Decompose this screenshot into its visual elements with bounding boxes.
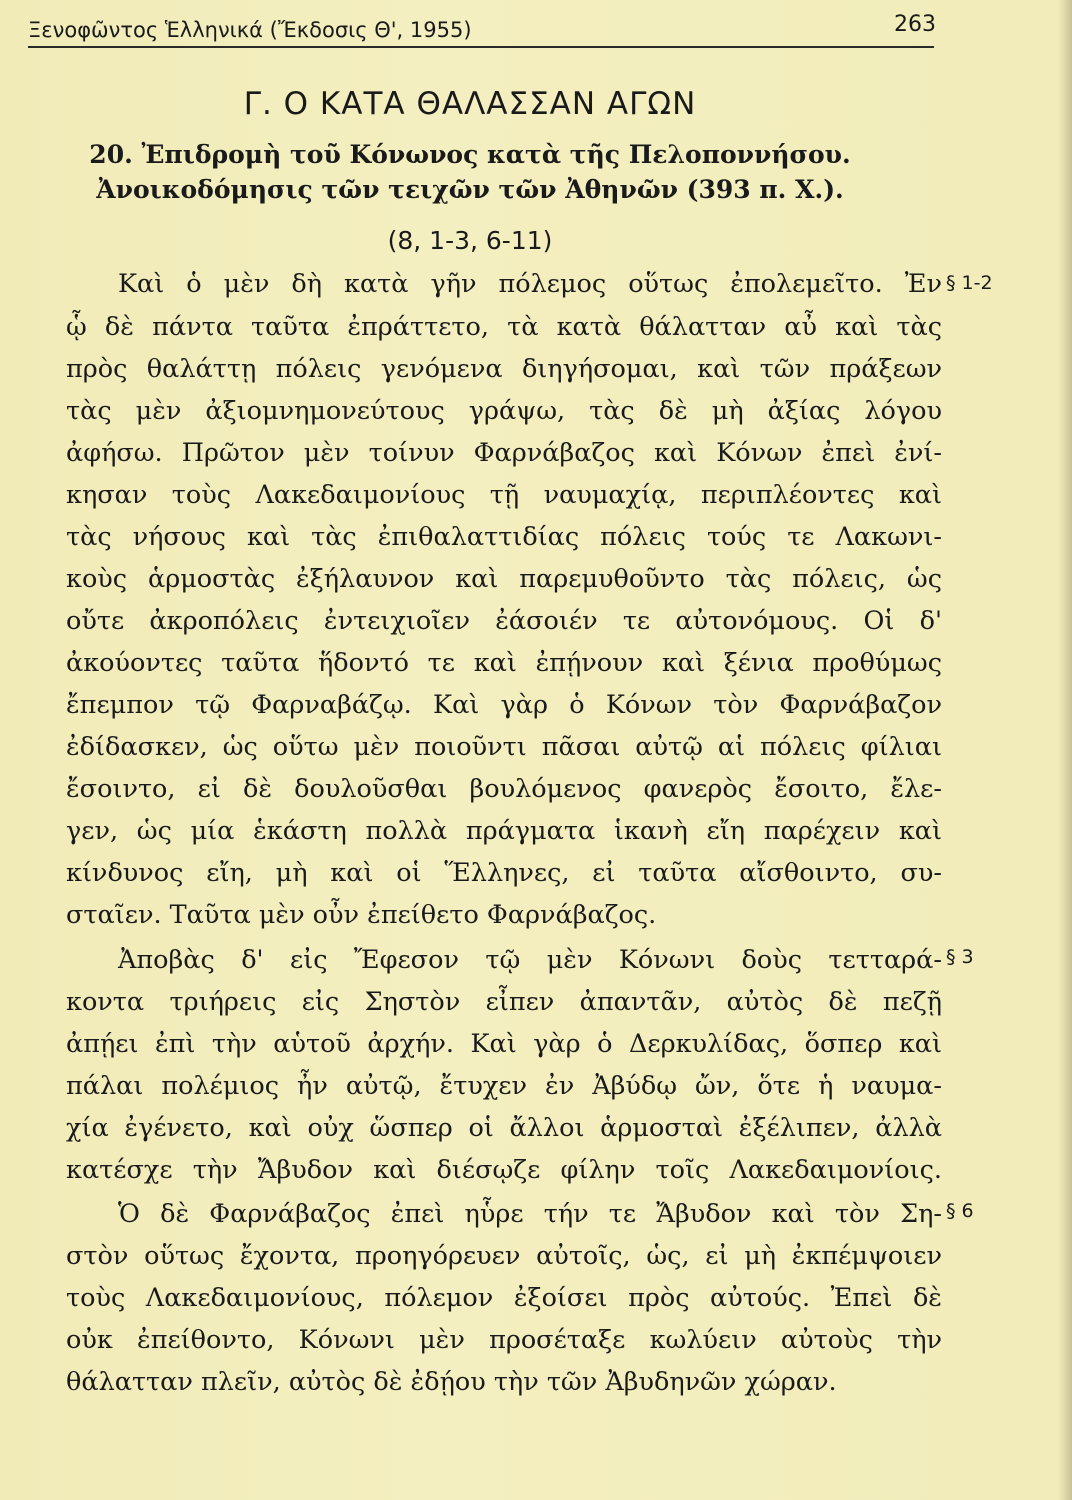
- text-line: σταῖεν. Ταῦτα μὲν οὖν ἐπείθετο Φαρνάβαζος.: [66, 900, 657, 930]
- chapter-heading-line-2: Ἀνοικοδόμησις τῶν τειχῶν τῶν Ἀθηνῶν (393 π. Χ.).: [96, 175, 844, 204]
- section-title: Γ. Ο ΚΑΤΑ ΘΑΛΑΣΣΑΝ ΑΓΩΝ: [243, 86, 697, 122]
- text-line: ἔπεμπον τῷ Φαρναβάζῳ. Καὶ γὰρ ὁ Κόνων τὸν Φαρνάβαζον: [66, 690, 942, 720]
- margin-note-section: § 6: [946, 1200, 974, 1222]
- text-line: στὸν οὕτως ἔχοντα, προηγόρευεν αὐτοῖς, ὡς, εἰ μὴ ἐκπέμψοιεν: [66, 1241, 942, 1271]
- text-line: οὔτε ἀκροπόλεις ἐντειχιοῖεν ἐάσοιέν τε αὐτονόμους. Οἱ δ': [66, 606, 942, 636]
- text-line: ἀκούοντες ταῦτα ἥδοντό τε καὶ ἐπῄνουν καὶ ξένια προθύμως: [66, 648, 942, 678]
- text-line: κατέσχε τὴν Ἄβυδον καὶ διέσῳζε φίλην τοῖς Λακεδαιμονίοις.: [66, 1155, 942, 1185]
- text-line: Ὁ δὲ Φαρνάβαζος ἐπεὶ ηὗρε τήν τε Ἄβυδον καὶ τὸν Ση-: [118, 1199, 942, 1229]
- text-line: ἀπῄει ἐπὶ τὴν αὑτοῦ ἀρχήν. Καὶ γὰρ ὁ Δερκυλίδας, ὅσπερ καὶ: [66, 1029, 942, 1059]
- text-line: ἐδίδασκεν, ὡς οὕτω μὲν ποιοῦντι πᾶσαι αὐτῷ αἱ πόλεις φίλιαι: [66, 732, 942, 762]
- text-line: Καὶ ὁ μὲν δὴ κατὰ γῆν πόλεμος οὕτως ἐπολεμεῖτο. Ἐν: [118, 269, 942, 299]
- text-line: κοὺς ἁρμοστὰς ἐξήλαυνον καὶ παρεμυθοῦντο τὰς πόλεις, ὡς: [66, 564, 942, 594]
- text-line: ᾧ δὲ πάντα ταῦτα ἐπράττετο, τὰ κατὰ θάλατταν αὖ καὶ τὰς: [66, 312, 942, 342]
- text-line: Ἀποβὰς δ' εἰς Ἔφεσον τῷ μὲν Κόνωνι δοὺς τετταρά-: [118, 945, 942, 975]
- text-line: πάλαι πολέμιος ἦν αὐτῷ, ἔτυχεν ἐν Ἀβύδῳ ὤν, ὅτε ἡ ναυμα-: [66, 1071, 942, 1101]
- margin-note-section: § 3: [946, 946, 974, 968]
- page-edge-shadow: [1058, 0, 1072, 1500]
- text-line: τὰς νήσους καὶ τὰς ἐπιθαλαττιδίας πόλεις τούς τε Λακωνι-: [66, 522, 942, 552]
- text-line: πρὸς θαλάττῃ πόλεις γενόμενα διηγήσομαι, καὶ τῶν πράξεων: [66, 354, 942, 384]
- chapter-heading-line-1: 20. Ἐπιδρομὴ τοῦ Κόνωνος κατὰ τῆς Πελοποννήσου.: [89, 140, 851, 169]
- running-header: [28, 12, 936, 48]
- text-line: κίνδυνος εἴη, μὴ καὶ οἱ Ἕλληνες, εἰ ταῦτα αἴσθοιντο, συ-: [66, 858, 942, 888]
- text-line: κοντα τριήρεις εἰς Σηστὸν εἶπεν ἀπαντᾶν, αὐτὸς δὲ πεζῇ: [66, 987, 942, 1017]
- margin-note-section: § 1-2: [946, 272, 993, 294]
- running-header-title: Ξενοφῶντος Ἑλληνικά (Ἔκδοσις Θ', 1955): [28, 18, 472, 42]
- text-line: τὰς μὲν ἀξιομνημονεύτους γράψω, τὰς δὲ μὴ ἀξίας λόγου: [66, 396, 942, 426]
- chapter-references: (8, 1-3, 6-11): [387, 226, 553, 255]
- text-line: τοὺς Λακεδαιμονίους, πόλεμον ἐξοίσει πρὸς αὐτούς. Ἐπεὶ δὲ: [66, 1283, 942, 1313]
- text-line: γεν, ὡς μία ἑκάστη πολλὰ πράγματα ἱκανὴ εἴη παρέχειν καὶ: [66, 816, 942, 846]
- page-number: 263: [894, 12, 936, 37]
- text-line: ἀφήσω. Πρῶτον μὲν τοίνυν Φαρνάβαζος καὶ Κόνων ἐπεὶ ἐνί-: [66, 438, 942, 468]
- text-line: κησαν τοὺς Λακεδαιμονίους τῇ ναυμαχίᾳ, περιπλέοντες καὶ: [66, 480, 942, 510]
- text-line: οὐκ ἐπείθοντο, Κόνωνι μὲν προσέταξε κωλύειν αὐτοὺς τὴν: [66, 1325, 942, 1355]
- text-line: χία ἐγένετο, καὶ οὐχ ὥσπερ οἱ ἄλλοι ἁρμοσταὶ ἐξέλιπεν, ἀλλὰ: [66, 1113, 942, 1143]
- text-line: ἔσοιντο, εἰ δὲ δουλοῦσθαι βουλόμενος φανερὸς ἔσοιτο, ἔλε-: [66, 774, 942, 804]
- text-line: θάλατταν πλεῖν, αὐτὸς δὲ ἐδῄου τὴν τῶν Ἀβυδηνῶν χώραν.: [66, 1367, 837, 1397]
